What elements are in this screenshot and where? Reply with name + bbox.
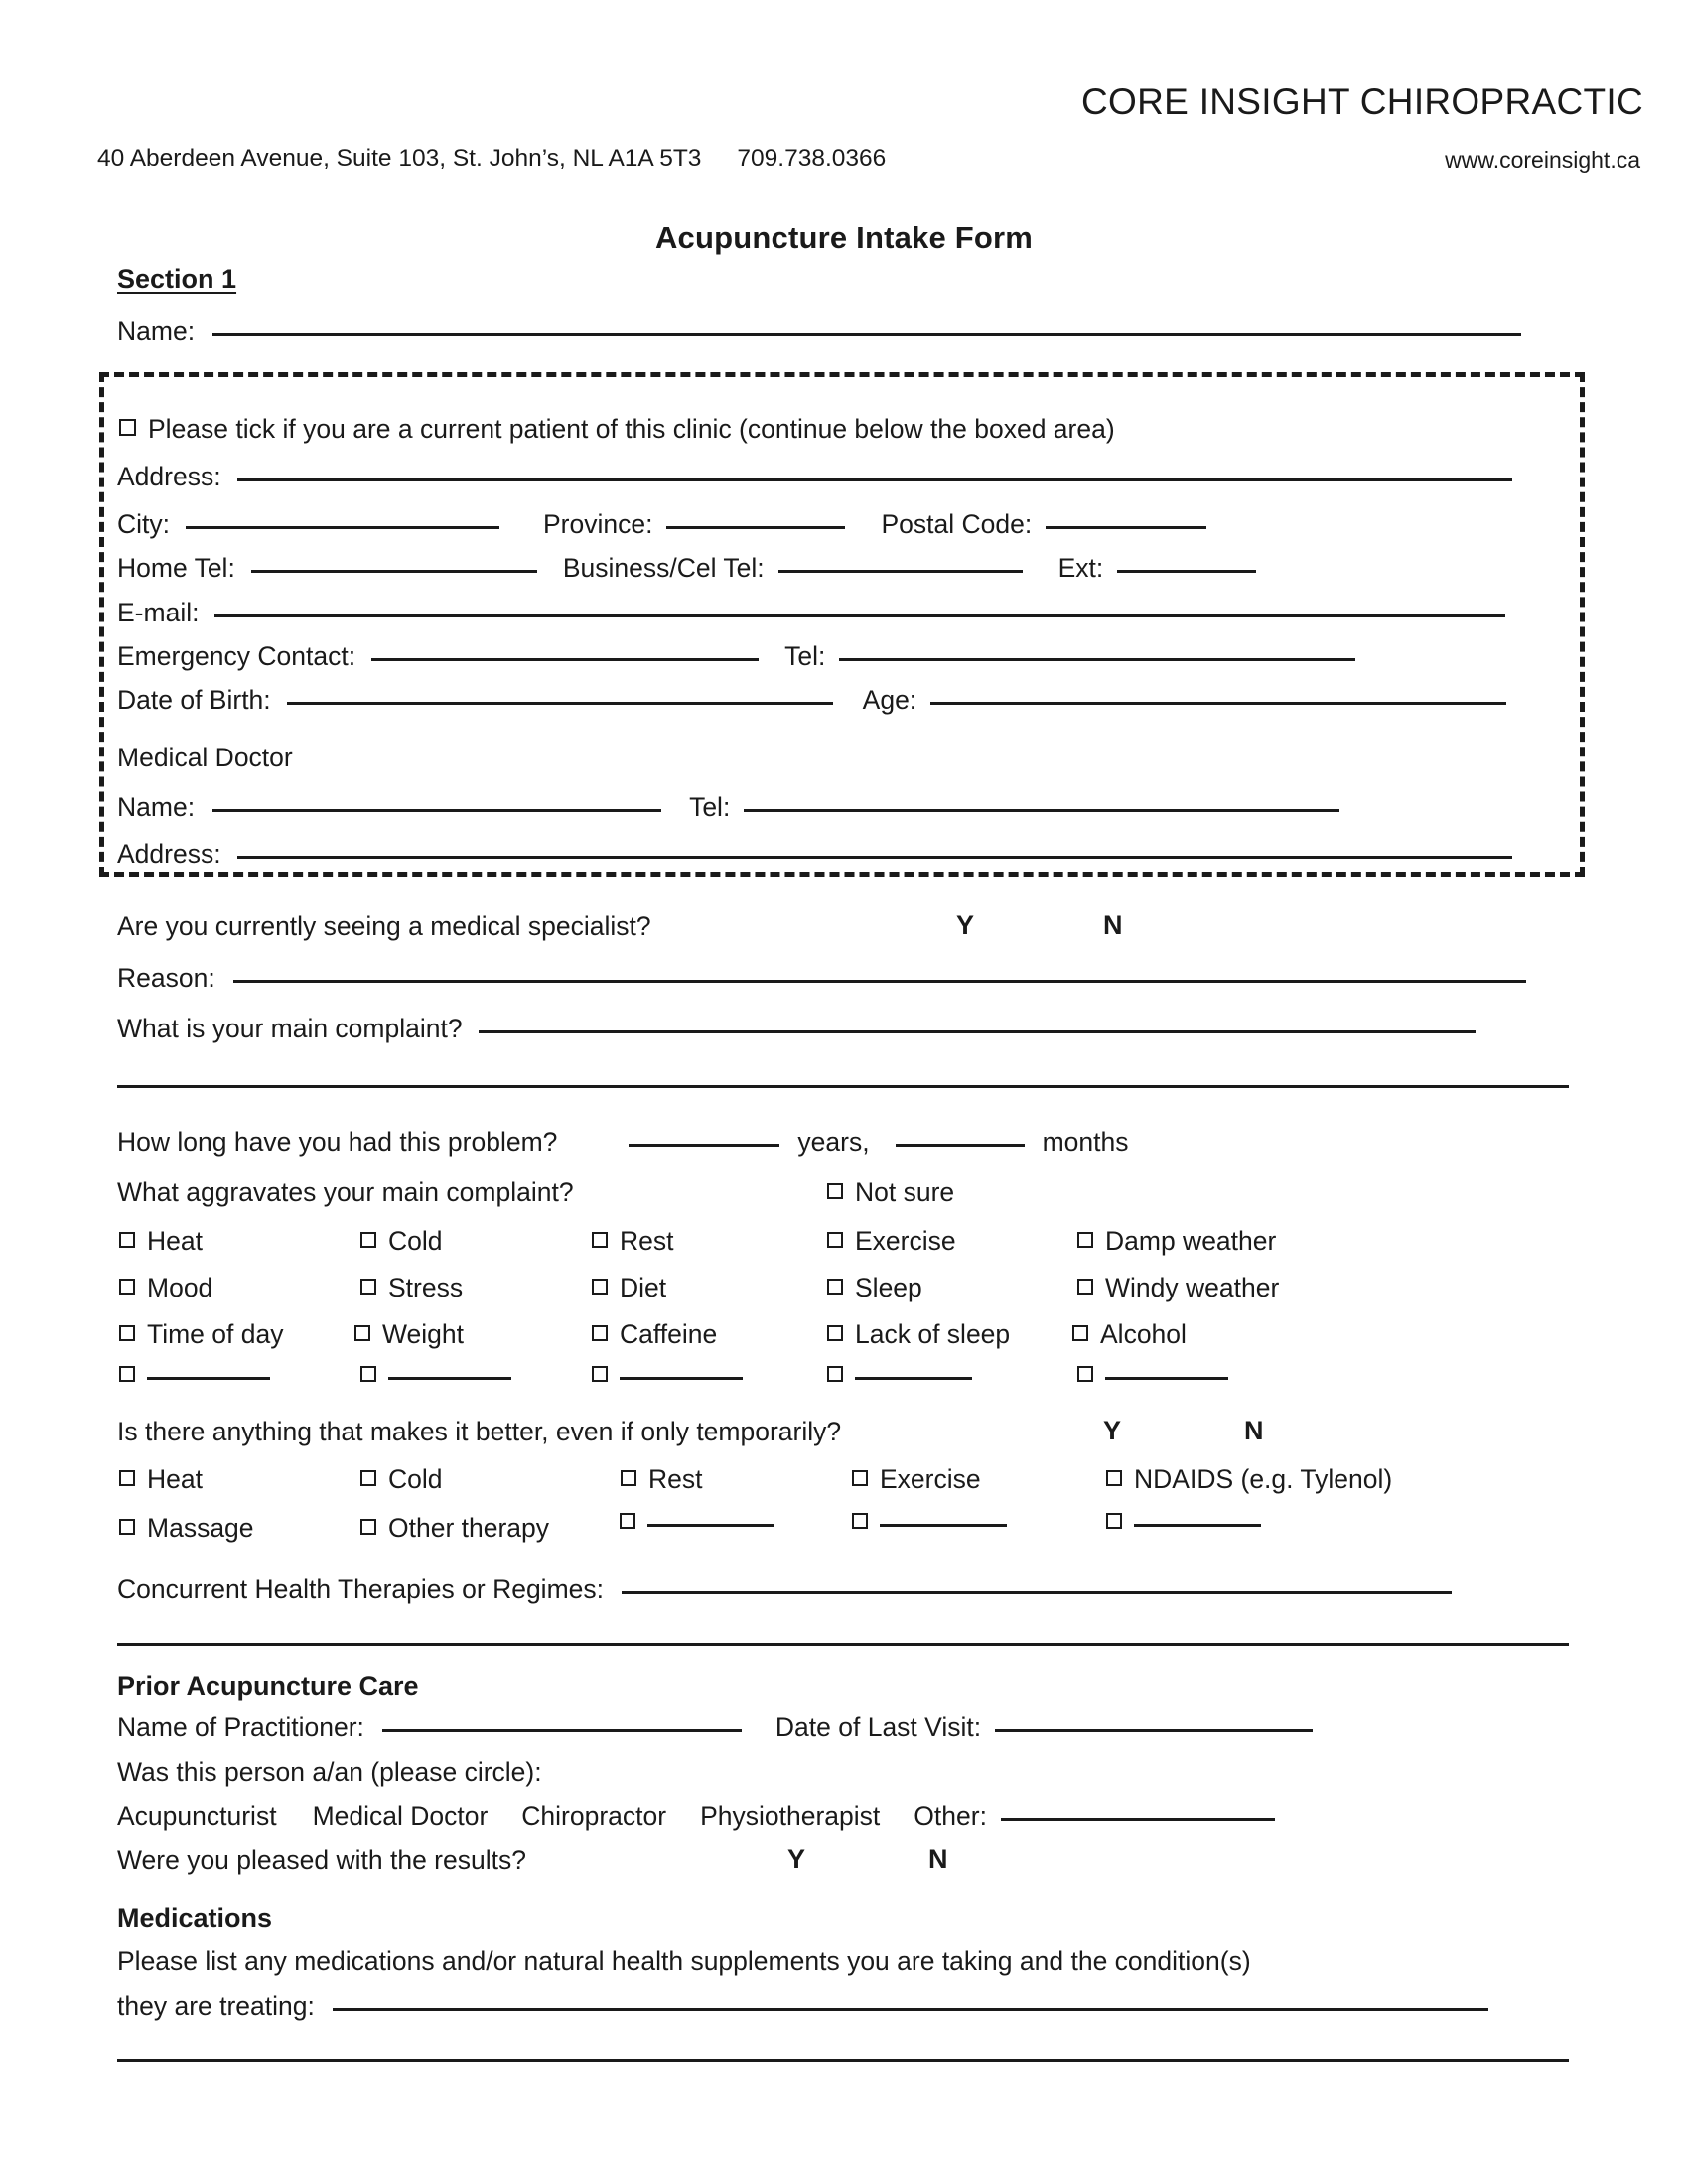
checkbox-icon[interactable] <box>1077 1232 1093 1248</box>
city-input-line[interactable] <box>186 526 499 529</box>
better-option[interactable] <box>852 1466 981 1493</box>
aggravate-option[interactable] <box>119 1275 212 1301</box>
checkbox-icon[interactable] <box>119 1470 135 1486</box>
aggravate-not-sure-label: Not sure <box>855 1177 955 1207</box>
checkbox-icon[interactable] <box>592 1325 608 1341</box>
aggravate-option-label: Alcohol <box>1100 1319 1187 1349</box>
checkbox-icon[interactable] <box>360 1232 376 1248</box>
better-option-label: Heat <box>147 1464 203 1494</box>
clinic-website: www.coreinsight.ca <box>1445 147 1640 173</box>
business-tel-label: Business/Cel Tel: <box>562 553 765 583</box>
aggravate-option-label: Time of day <box>147 1319 284 1349</box>
checkbox-icon[interactable] <box>592 1366 608 1382</box>
aggravate-option-label: Diet <box>620 1273 667 1302</box>
emergency-contact-row <box>117 643 1355 670</box>
checkbox-icon[interactable] <box>1077 1279 1093 1295</box>
better-other-item[interactable] <box>852 1515 1007 1531</box>
better-option[interactable] <box>119 1515 254 1542</box>
aggravate-option-label: Stress <box>388 1273 464 1302</box>
better-option-label: NDAIDS (e.g. Tylenol) <box>1134 1464 1393 1494</box>
better-option-label: Exercise <box>880 1464 981 1494</box>
md-name-input-line[interactable] <box>212 809 661 812</box>
profession-physiotherapist[interactable]: Physiotherapist <box>700 1801 881 1831</box>
practitioner-label: Name of Practitioner: <box>117 1712 364 1742</box>
checkbox-icon[interactable] <box>119 1366 135 1382</box>
city-label: City: <box>117 509 170 539</box>
checkbox-icon[interactable] <box>827 1325 843 1341</box>
profession-chiropractor[interactable]: Chiropractor <box>521 1801 667 1831</box>
duration-months-input-line[interactable] <box>896 1144 1025 1147</box>
concurrent-label: Concurrent Health Therapies or Regimes: <box>117 1574 604 1604</box>
aggravate-option[interactable] <box>1072 1321 1187 1348</box>
dob-age-row <box>117 687 1506 714</box>
age-label: Age: <box>862 685 917 715</box>
aggravate-option[interactable] <box>119 1321 283 1348</box>
aggravate-option-label: Exercise <box>855 1226 956 1256</box>
email-label: E-mail: <box>117 598 200 627</box>
last-visit-label: Date of Last Visit: <box>774 1712 982 1742</box>
better-option[interactable] <box>119 1466 203 1493</box>
aggravate-other-item[interactable] <box>360 1368 511 1384</box>
aggravate-other-input-line[interactable] <box>1105 1377 1228 1380</box>
professions-row <box>117 1803 1275 1830</box>
postal-code-label: Postal Code: <box>881 509 1033 539</box>
checkbox-icon[interactable] <box>119 419 136 436</box>
home-business-tel-row <box>117 555 1256 582</box>
better-option-label: Massage <box>147 1513 254 1543</box>
better-option-label: Cold <box>388 1464 443 1494</box>
md-tel-input-line[interactable] <box>744 809 1339 812</box>
better-option[interactable] <box>1106 1466 1392 1493</box>
current-patient-checkbox-item[interactable] <box>119 416 1115 443</box>
md-name-label: Name: <box>117 792 196 822</box>
aggravate-other-item[interactable] <box>1077 1368 1228 1384</box>
aggravate-option[interactable] <box>827 1228 956 1255</box>
aggravate-option-label: Rest <box>620 1226 674 1256</box>
better-option[interactable] <box>621 1466 703 1493</box>
postal-code-input-line[interactable] <box>1046 526 1206 529</box>
aggravate-option-label: Weight <box>382 1319 464 1349</box>
years-label: years, <box>797 1127 870 1157</box>
aggravate-option-label: Cold <box>388 1226 443 1256</box>
medical-doctor-heading: Medical Doctor <box>117 743 293 772</box>
city-province-postal-row <box>117 511 1206 538</box>
better-other-input-line[interactable] <box>880 1524 1007 1527</box>
dob-label: Date of Birth: <box>117 685 271 715</box>
main-complaint-row <box>117 1016 1476 1042</box>
last-visit-input-line[interactable] <box>995 1729 1313 1732</box>
aggravate-other-item[interactable] <box>119 1368 270 1384</box>
better-other-item[interactable] <box>1106 1515 1261 1531</box>
duration-question: How long have you had this problem? <box>117 1127 558 1157</box>
aggravate-option-label: Caffeine <box>620 1319 718 1349</box>
profession-medical-doctor[interactable]: Medical Doctor <box>312 1801 489 1831</box>
specialist-question: Are you currently seeing a medical specialist? <box>117 911 651 941</box>
aggravate-option[interactable] <box>360 1275 463 1301</box>
main-complaint-input-line[interactable] <box>479 1030 1476 1033</box>
aggravate-option-label: Windy weather <box>1105 1273 1280 1302</box>
pleased-yes[interactable]: Y <box>787 1844 806 1874</box>
concurrent-row <box>117 1576 1452 1603</box>
address-input-line[interactable] <box>237 478 1512 481</box>
home-tel-input-line[interactable] <box>251 570 537 573</box>
aggravate-other-item[interactable] <box>827 1368 972 1384</box>
checkbox-icon[interactable] <box>1106 1513 1122 1529</box>
checkbox-icon[interactable] <box>852 1513 868 1529</box>
main-complaint-label: What is your main complaint? <box>117 1014 463 1043</box>
home-tel-label: Home Tel: <box>117 553 235 583</box>
emergency-contact-input-line[interactable] <box>371 658 759 661</box>
emergency-contact-label: Emergency Contact: <box>117 641 356 671</box>
medications-continuation-line[interactable] <box>117 2059 1569 2062</box>
checkbox-icon[interactable] <box>592 1232 608 1248</box>
reason-label: Reason: <box>117 963 215 993</box>
medications-instructions-line2: they are treating: <box>117 1991 315 2021</box>
checkbox-icon[interactable] <box>119 1279 135 1295</box>
checkbox-icon[interactable] <box>1077 1366 1093 1382</box>
checkbox-icon[interactable] <box>354 1325 370 1341</box>
checkbox-icon[interactable] <box>827 1183 843 1199</box>
profession-acupuncturist[interactable]: Acupuncturist <box>117 1801 277 1831</box>
aggravate-option[interactable] <box>827 1321 1010 1348</box>
clinic-address: 40 Aberdeen Avenue, Suite 103, St. John’s, NL A1A 5T3 <box>97 145 702 172</box>
better-other-input-line[interactable] <box>1134 1524 1261 1527</box>
checkbox-icon[interactable] <box>621 1470 636 1486</box>
circle-question: Was this person a/an (please circle): <box>117 1757 542 1787</box>
checkbox-icon[interactable] <box>1106 1470 1122 1486</box>
province-input-line[interactable] <box>666 526 845 529</box>
aggravate-option-label: Mood <box>147 1273 213 1302</box>
clinic-phone: 709.738.0366 <box>737 145 887 172</box>
aggravate-option[interactable] <box>592 1228 674 1255</box>
checkbox-icon[interactable] <box>360 1279 376 1295</box>
aggravate-option[interactable] <box>592 1275 666 1301</box>
md-address-label: Address: <box>117 839 221 869</box>
checkbox-icon[interactable] <box>592 1279 608 1295</box>
medications-row <box>117 1993 1488 2020</box>
medications-instructions-line1: Please list any medications and/or natural health supplements you are taking and the condition(s) <box>117 1946 1251 1976</box>
section-1-heading: Section 1 <box>117 264 237 294</box>
checkbox-icon[interactable] <box>119 1519 135 1535</box>
better-option[interactable] <box>360 1466 443 1493</box>
checkbox-icon[interactable] <box>360 1366 376 1382</box>
dob-input-line[interactable] <box>287 702 833 705</box>
better-option[interactable] <box>360 1515 549 1542</box>
medications-input-line[interactable] <box>333 2008 1488 2011</box>
duration-row <box>117 1129 1129 1156</box>
aggravate-option[interactable] <box>354 1321 464 1348</box>
checkbox-icon[interactable] <box>119 1325 135 1341</box>
practitioner-input-line[interactable] <box>382 1729 742 1732</box>
aggravate-option[interactable] <box>1077 1275 1279 1301</box>
aggravate-option[interactable] <box>360 1228 443 1255</box>
business-tel-input-line[interactable] <box>778 570 1023 573</box>
other-profession-input-line[interactable] <box>1001 1818 1275 1821</box>
aggravate-option[interactable] <box>119 1228 203 1255</box>
aggravate-option-label: Damp weather <box>1105 1226 1277 1256</box>
better-option-label: Other therapy <box>388 1513 550 1543</box>
name-input-line[interactable] <box>212 333 1521 336</box>
checkbox-icon[interactable] <box>1072 1325 1088 1341</box>
aggravate-other-input-line[interactable] <box>388 1377 511 1380</box>
aggravate-other-input-line[interactable] <box>855 1377 972 1380</box>
better-other-item[interactable] <box>620 1515 774 1531</box>
checkbox-icon[interactable] <box>119 1232 135 1248</box>
concurrent-continuation-line[interactable] <box>117 1643 1569 1646</box>
better-question: Is there anything that makes it better, even if only temporarily? <box>117 1417 842 1446</box>
email-input-line[interactable] <box>214 614 1505 617</box>
aggravate-option[interactable] <box>592 1321 717 1348</box>
duration-years-input-line[interactable] <box>629 1144 779 1147</box>
clinic-address-line <box>97 145 886 173</box>
specialist-yes[interactable]: Y <box>956 910 975 940</box>
emergency-tel-label: Tel: <box>784 641 826 671</box>
other-profession-label: Other: <box>914 1801 987 1831</box>
clinic-name: CORE INSIGHT CHIROPRACTIC <box>1081 81 1643 122</box>
main-complaint-continuation-line[interactable] <box>117 1085 1569 1088</box>
checkbox-icon[interactable] <box>852 1470 868 1486</box>
concurrent-input-line[interactable] <box>622 1591 1452 1594</box>
pleased-no[interactable]: N <box>928 1844 948 1874</box>
reason-row <box>117 965 1526 992</box>
aggravate-option-label: Sleep <box>855 1273 922 1302</box>
aggravate-option[interactable] <box>827 1275 922 1301</box>
ext-label: Ext: <box>1057 553 1104 583</box>
province-label: Province: <box>543 509 653 539</box>
aggravate-option[interactable] <box>1077 1228 1276 1255</box>
aggravate-option-label: Lack of sleep <box>855 1319 1011 1349</box>
checkbox-icon[interactable] <box>620 1513 635 1529</box>
emergency-tel-input-line[interactable] <box>839 658 1355 661</box>
better-yes[interactable]: Y <box>1103 1416 1122 1445</box>
checkbox-icon[interactable] <box>827 1279 843 1295</box>
better-option-label: Rest <box>648 1464 703 1494</box>
reason-input-line[interactable] <box>233 980 1526 983</box>
aggravate-not-sure-item[interactable] <box>827 1179 954 1206</box>
age-input-line[interactable] <box>930 702 1506 705</box>
checkbox-icon[interactable] <box>827 1366 843 1382</box>
medications-heading: Medications <box>117 1903 273 1933</box>
aggravates-question: What aggravates your main complaint? <box>117 1177 574 1207</box>
name-label: Name: <box>117 316 196 345</box>
address-label: Address: <box>117 462 221 491</box>
better-no[interactable]: N <box>1244 1416 1264 1445</box>
address-row <box>117 464 1512 490</box>
months-label: months <box>1042 1127 1129 1157</box>
aggravate-option-label: Heat <box>147 1226 203 1256</box>
checkbox-icon[interactable] <box>360 1470 376 1486</box>
md-address-row <box>117 841 1512 868</box>
checkbox-icon[interactable] <box>827 1232 843 1248</box>
name-row <box>117 318 1521 344</box>
aggravate-other-input-line[interactable] <box>620 1377 743 1380</box>
aggravate-other-item[interactable] <box>592 1368 743 1384</box>
pleased-question: Were you pleased with the results? <box>117 1845 526 1875</box>
email-row <box>117 600 1505 626</box>
md-address-input-line[interactable] <box>237 856 1512 859</box>
current-patient-label: Please tick if you are a current patient of this clinic (continue below the boxed area) <box>148 414 1115 444</box>
practitioner-row <box>117 1714 1313 1741</box>
md-tel-label: Tel: <box>689 792 731 822</box>
specialist-no[interactable]: N <box>1103 910 1123 940</box>
better-other-input-line[interactable] <box>647 1524 774 1527</box>
aggravate-other-input-line[interactable] <box>147 1377 270 1380</box>
checkbox-icon[interactable] <box>360 1519 376 1535</box>
prior-care-heading: Prior Acupuncture Care <box>117 1671 419 1701</box>
md-name-tel-row <box>117 794 1339 821</box>
ext-input-line[interactable] <box>1117 570 1256 573</box>
page-title: Acupuncture Intake Form <box>654 220 1034 255</box>
